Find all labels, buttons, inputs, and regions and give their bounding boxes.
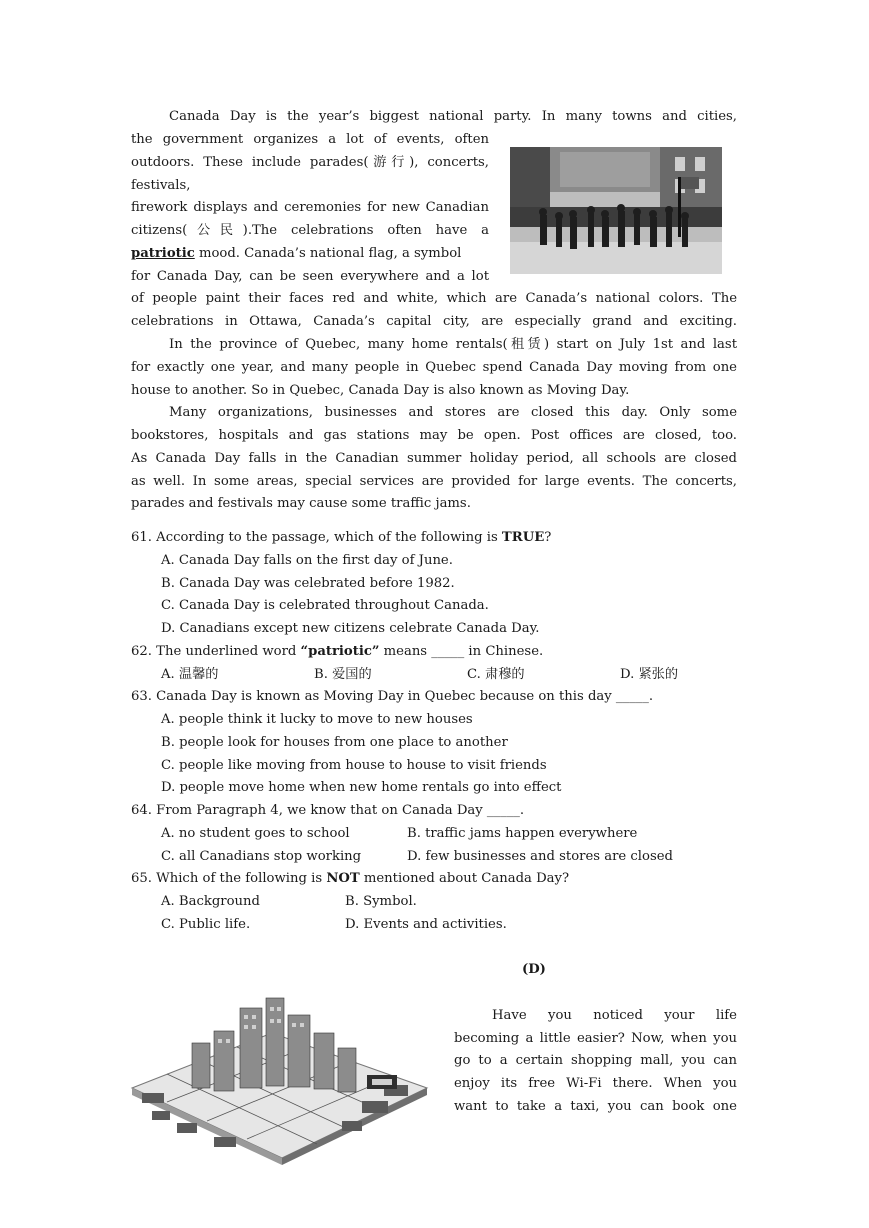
q62-stem-bold: “patriotic” <box>300 644 380 659</box>
q61-stem-text: 61. According to the passage, which of the following is <box>131 530 502 545</box>
p2-line-2: for exactly one year, and many people in Quebec spend Canada Day moving from one <box>131 360 737 375</box>
p3-line-3: As Canada Day falls in the Canadian summer holiday period, all schools are closed <box>131 451 737 466</box>
p3-line-5: parades and festivals may cause some traffic jams. <box>131 496 471 511</box>
q61-option-a: A. Canada Day falls on the first day of June. <box>161 553 453 568</box>
p1-line-4: festivals, <box>131 178 191 193</box>
section-d-line-5: want to take a taxi, you can book one <box>454 1099 737 1114</box>
smart-city-illustration <box>122 993 434 1165</box>
q64-option-c: C. all Canadians stop working <box>161 849 362 864</box>
p3-line-4: as well. In some areas, special services are provided for large events. The concerts, <box>131 474 737 489</box>
q63-option-c: C. people like moving from house to house to visit friends <box>161 758 547 773</box>
q62-stem-text: 62. The underlined word <box>131 644 301 659</box>
p3-line-1: Many organizations, businesses and stores are closed this day. Only some <box>169 405 737 420</box>
p1-line-8: for Canada Day, can be seen everywhere and a lot <box>131 269 489 284</box>
q62-option-a: A. 温馨的 <box>161 667 219 682</box>
p1-line-7-rest: mood. Canada’s national flag, a symbol <box>198 246 462 261</box>
p1-line-9: of people paint their faces red and white, which are Canada’s national colors. The <box>131 291 737 306</box>
p1-line-3: outdoors. These include parades(游行), concerts, <box>131 155 489 170</box>
q64-option-b: B. traffic jams happen everywhere <box>407 826 638 841</box>
p2-line-1: In the province of Quebec, many home rentals(租赁) start on July 1st and last <box>169 337 737 352</box>
p1-line-7 <box>131 242 489 265</box>
q65-option-c: C. Public life. <box>161 917 251 932</box>
section-d-heading: (D) <box>522 962 546 977</box>
question-64-stem: 64. From Paragraph 4, we know that on Canada Day _____. <box>131 803 525 818</box>
p1-line-2: the government organizes a lot of events, often <box>131 132 489 147</box>
q65-stem-bold: NOT <box>326 871 360 886</box>
q61-stem-bold: TRUE <box>501 530 545 545</box>
q64-option-a: A. no student goes to school <box>161 826 350 841</box>
question-65-stem <box>131 867 569 890</box>
parade-photo <box>510 147 722 274</box>
q64-option-d: D. few businesses and stores are closed <box>407 849 673 864</box>
q61-option-b: B. Canada Day was celebrated before 1982. <box>161 576 455 591</box>
q61-stem-end: ? <box>544 530 552 545</box>
p1-line-6: citizens(公民).The celebrations often have a <box>131 223 489 238</box>
patriotic-underlined-word: patriotic <box>131 246 195 261</box>
p1-line-1: Canada Day is the year’s biggest national party. In many towns and cities, <box>169 109 737 124</box>
q63-option-a: A. people think it lucky to move to new houses <box>161 712 473 727</box>
q62-option-b: B. 爱国的 <box>314 667 372 682</box>
p2-line-3: house to another. So in Quebec, Canada Day is also known as Moving Day. <box>131 383 630 398</box>
question-63-stem: 63. Canada Day is known as Moving Day in Quebec because on this day _____. <box>131 689 654 704</box>
question-61-stem <box>131 526 551 549</box>
section-d-line-1: Have you noticed your life <box>492 1008 737 1023</box>
q65-stem-end: mentioned about Canada Day? <box>359 871 570 886</box>
question-62-stem <box>131 640 543 663</box>
p1-line-5: firework displays and ceremonies for new Canadian <box>131 200 489 215</box>
q61-option-c: C. Canada Day is celebrated throughout Canada. <box>161 598 489 613</box>
q62-stem-end: means _____ in Chinese. <box>379 644 544 659</box>
q65-option-d: D. Events and activities. <box>345 917 507 932</box>
q62-option-d: D. 紧张的 <box>620 667 679 682</box>
q62-option-c: C. 肃穆的 <box>467 667 525 682</box>
section-d-line-4: enjoy its free Wi-Fi there. When you <box>454 1076 737 1091</box>
section-d-line-3: go to a certain shopping mall, you can <box>454 1053 737 1068</box>
q61-option-d: D. Canadians except new citizens celebrate Canada Day. <box>161 621 540 636</box>
q65-option-a: A. Background <box>161 894 260 909</box>
q65-option-b: B. Symbol. <box>345 894 417 909</box>
section-d-line-2: becoming a little easier? Now, when you <box>454 1031 737 1046</box>
q63-option-d: D. people move home when new home rentals go into effect <box>161 780 562 795</box>
p3-line-2: bookstores, hospitals and gas stations may be open. Post offices are closed, too. <box>131 428 737 443</box>
p1-line-10: celebrations in Ottawa, Canada’s capital city, are especially grand and exciting. <box>131 314 737 329</box>
q63-option-b: B. people look for houses from one place to another <box>161 735 508 750</box>
q65-stem-text: 65. Which of the following is <box>131 871 327 886</box>
